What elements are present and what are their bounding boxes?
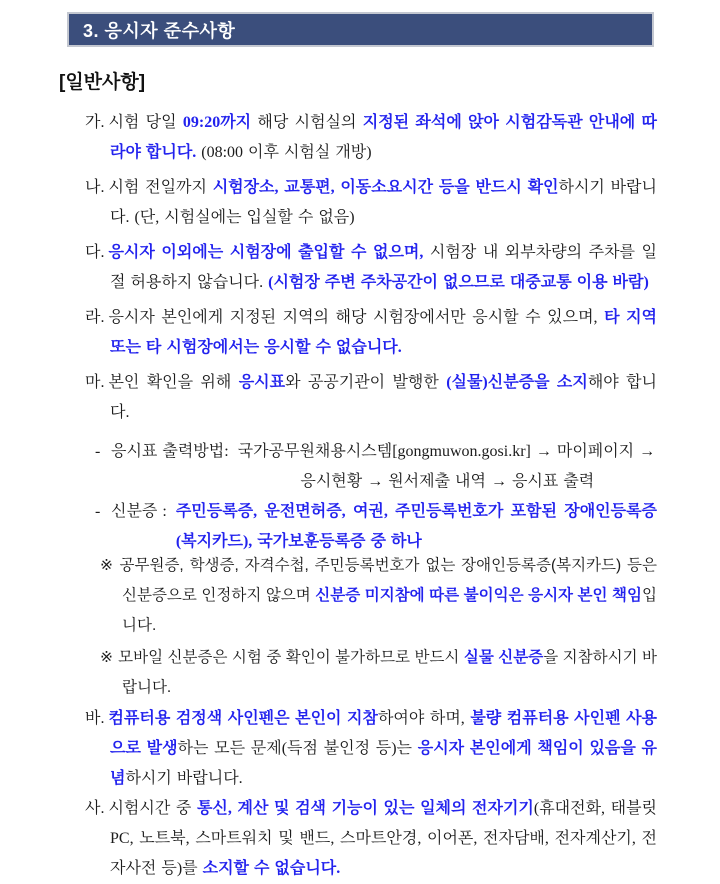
text-segment: 와 공공기관이 발행한 <box>285 374 447 391</box>
item-main <box>85 173 657 233</box>
text-segment: 시험장 내 외부차량의 주차를 일절 허용하지 않습니다. <box>110 244 657 291</box>
item-label: 가. <box>85 114 105 131</box>
exam-notice-document <box>0 12 720 884</box>
text-segment: 응시표 <box>238 374 286 391</box>
text-segment: 09:20까지 <box>182 114 252 131</box>
item-label: 바. <box>85 710 105 727</box>
text-segment: 소지할 수 없습니다. <box>202 860 341 877</box>
subsection-title: [일반사항] <box>59 72 146 93</box>
text-segment: 응시자 본인에게 책임이 있음을 유념 <box>110 740 657 787</box>
text-segment: 컴퓨터용 검정색 사인펜은 본인이 지참 <box>108 710 378 727</box>
item-sublabel: 응시표 출력방법: <box>111 443 229 460</box>
text-segment: 본인 확인을 위해 <box>108 374 239 391</box>
item-label: 사. <box>85 800 105 817</box>
item-note <box>100 643 657 703</box>
text-segment: 하여야 하며, <box>377 710 471 727</box>
text-segment: 응시자 이외에는 시험장에 출입할 수 없으며, <box>108 244 424 261</box>
section-header-bar <box>67 12 654 47</box>
text-segment: (휴대전화, 태블릿 PC, 노트북, 스마트워치 및 밴드, 스마트안경, 이어폰, 전자담배, 전자계산기, 전자사전 등)를 <box>110 800 658 877</box>
text-segment: 해야 합니다. <box>110 374 658 421</box>
text-segment: 공무원증, 학생증, 자격수첩, 주민등록번호가 없는 장애인등록증(복지카드) 등은 신분증으로 인정하지 않으며 <box>119 557 657 604</box>
text-segment: (실물)신분증을 소지 <box>446 374 588 391</box>
text-segment: 타 지역 또는 타 시험장에서는 응시할 수 없습니다. <box>110 309 657 356</box>
item-main <box>85 108 657 168</box>
item-text <box>238 437 657 497</box>
item-label: - <box>95 443 101 460</box>
text-segment: 지정된 좌석에 앉아 시험감독관 안내에 따라야 합니다. <box>110 114 657 161</box>
text-segment: (08:00 이후 시험실 개방) <box>196 144 372 161</box>
text-segment: 주민등록증, 운전면허증, 여권, 주민등록번호가 포함된 장애인등록증(복지카드), 국가보훈등록증 중 하나 <box>175 503 657 550</box>
item-main <box>85 794 657 884</box>
text-segment: 시험 전일까지 <box>108 179 213 196</box>
text-segment: 불량 컴퓨터용 사인펜 사용으로 발생 <box>110 710 657 757</box>
item-main <box>85 238 657 298</box>
item-main <box>85 368 657 428</box>
item-label: 마. <box>85 374 105 391</box>
text-segment: 해당 시험실의 <box>251 114 363 131</box>
text-segment: 시험장소, 교통편, 이동소요시간 등을 반드시 확인 <box>212 179 559 196</box>
item-main <box>85 303 657 363</box>
item-label: 나. <box>85 179 105 196</box>
text-segment: 통신, 계산 및 검색 기능이 있는 일체의 전자기기 <box>196 800 534 817</box>
text-line: 국가공무원채용시스템[gongmuwon.gosi.kr] → 마이페이지 → <box>237 443 656 460</box>
text-segment: (시험장 주변 주차공간이 없으므로 대중교통 이용 바람) <box>268 274 649 291</box>
item-label: ※ <box>100 649 114 666</box>
item-sublabel: 신분증 : <box>111 503 167 520</box>
text-segment: 하는 모든 문제(득점 불인정 등)는 <box>177 740 418 757</box>
item-label: ※ <box>100 557 115 574</box>
text-segment: 시험 당일 <box>108 114 183 131</box>
text-segment: 시험시간 중 <box>108 800 197 817</box>
text-segment: 실물 신분증 <box>463 649 544 666</box>
text-line: 응시현황 → 원서제출 내역 → 응시표 출력 <box>300 473 595 490</box>
text-segment: 신분증 미지참에 따른 불이익은 응시자 본인 책임 <box>315 587 642 604</box>
item-dash <box>95 497 657 557</box>
item-label: 라. <box>85 309 105 326</box>
text-segment: 하시기 바랍니다. <box>125 770 243 787</box>
text-segment: 응시자 본인에게 지정된 지역의 해당 시험장에서만 응시할 수 있으며, <box>108 309 605 326</box>
text-segment: 입니다. <box>122 587 657 634</box>
item-label: - <box>95 503 101 520</box>
item-dash <box>95 437 657 497</box>
text-segment: 모바일 신분증은 시험 중 확인이 불가하므로 반드시 <box>118 649 464 666</box>
item-main <box>85 704 657 794</box>
section-header-title: 3. 응시자 준수사항 <box>83 20 236 41</box>
item-text <box>176 497 657 557</box>
text-segment: 하시기 바랍니다. (단, 시험실에는 입실할 수 없음) <box>110 179 657 226</box>
rules-list <box>85 108 657 884</box>
text-segment: 을 지참하시기 바랍니다. <box>122 649 657 696</box>
item-note <box>100 551 657 641</box>
item-label: 다. <box>85 244 105 261</box>
